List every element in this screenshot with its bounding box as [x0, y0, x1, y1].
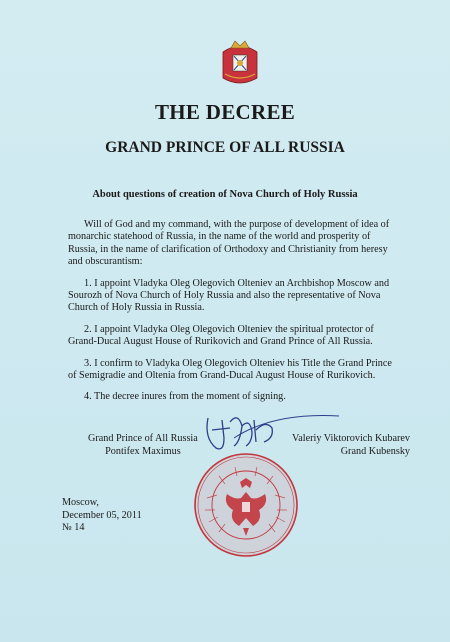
decree-body: [68, 219, 396, 413]
issue-place-date: [62, 497, 142, 535]
signatory-left-line1: Grand Prince of All Russia: [88, 433, 198, 444]
decree-item-2: 2. I appoint Vladyka Oleg Olegovich Olteniev the spiritual protector of Grand-Ducal August House of Rurikovich and Grand Prince of All Russia.: [68, 323, 374, 348]
signatory-title: [88, 432, 198, 458]
decree-item-4: 4. The decree inures from the moment of signing.: [84, 391, 286, 403]
decree-item-3: 3. I confirm to Vladyka Oleg Olegovich Olteniev his Title the Grand Prince of Semigradie and Oltenia from Grand-Ducal August House of Rurikovich.: [68, 357, 392, 382]
coat-of-arms-icon: [219, 38, 261, 86]
signatory-name: [292, 432, 410, 458]
signatory-right-line2: Grand Kubensky: [340, 446, 411, 457]
decree-about: About questions of creation of Nova Church of Holy Russia: [92, 189, 358, 200]
decree-item-1: 1. I appoint Vladyka Oleg Olegovich Olteniev an Archbishop Moscow and Sourozh of Nova Church of Holy Russia and also the representative of Nova Church of Holy Russia in Russia.: [68, 277, 390, 314]
issue-date: December 05, 2011: [62, 509, 142, 521]
decree-subtitle: GRAND PRINCE OF ALL RUSSIA: [105, 139, 345, 156]
decree-preamble: Will of God and my command, with the purpose of development of idea of monarchic statehood of Russia, in the name of the world and prosperity of Russia, in the name of clarification of Orthodoxy and Christianity from heresy and obscurantism:: [68, 219, 390, 268]
signatory-right-line1: Valeriy Viktorovich Kubarev: [292, 433, 411, 444]
decree-number: № 14: [62, 522, 85, 534]
signatory-left-line2: Pontifex Maximus: [105, 446, 181, 457]
issue-city: Moscow,: [62, 497, 99, 508]
seal-stamp-icon: [193, 452, 299, 558]
decree-title: THE DECREE: [154, 100, 296, 124]
